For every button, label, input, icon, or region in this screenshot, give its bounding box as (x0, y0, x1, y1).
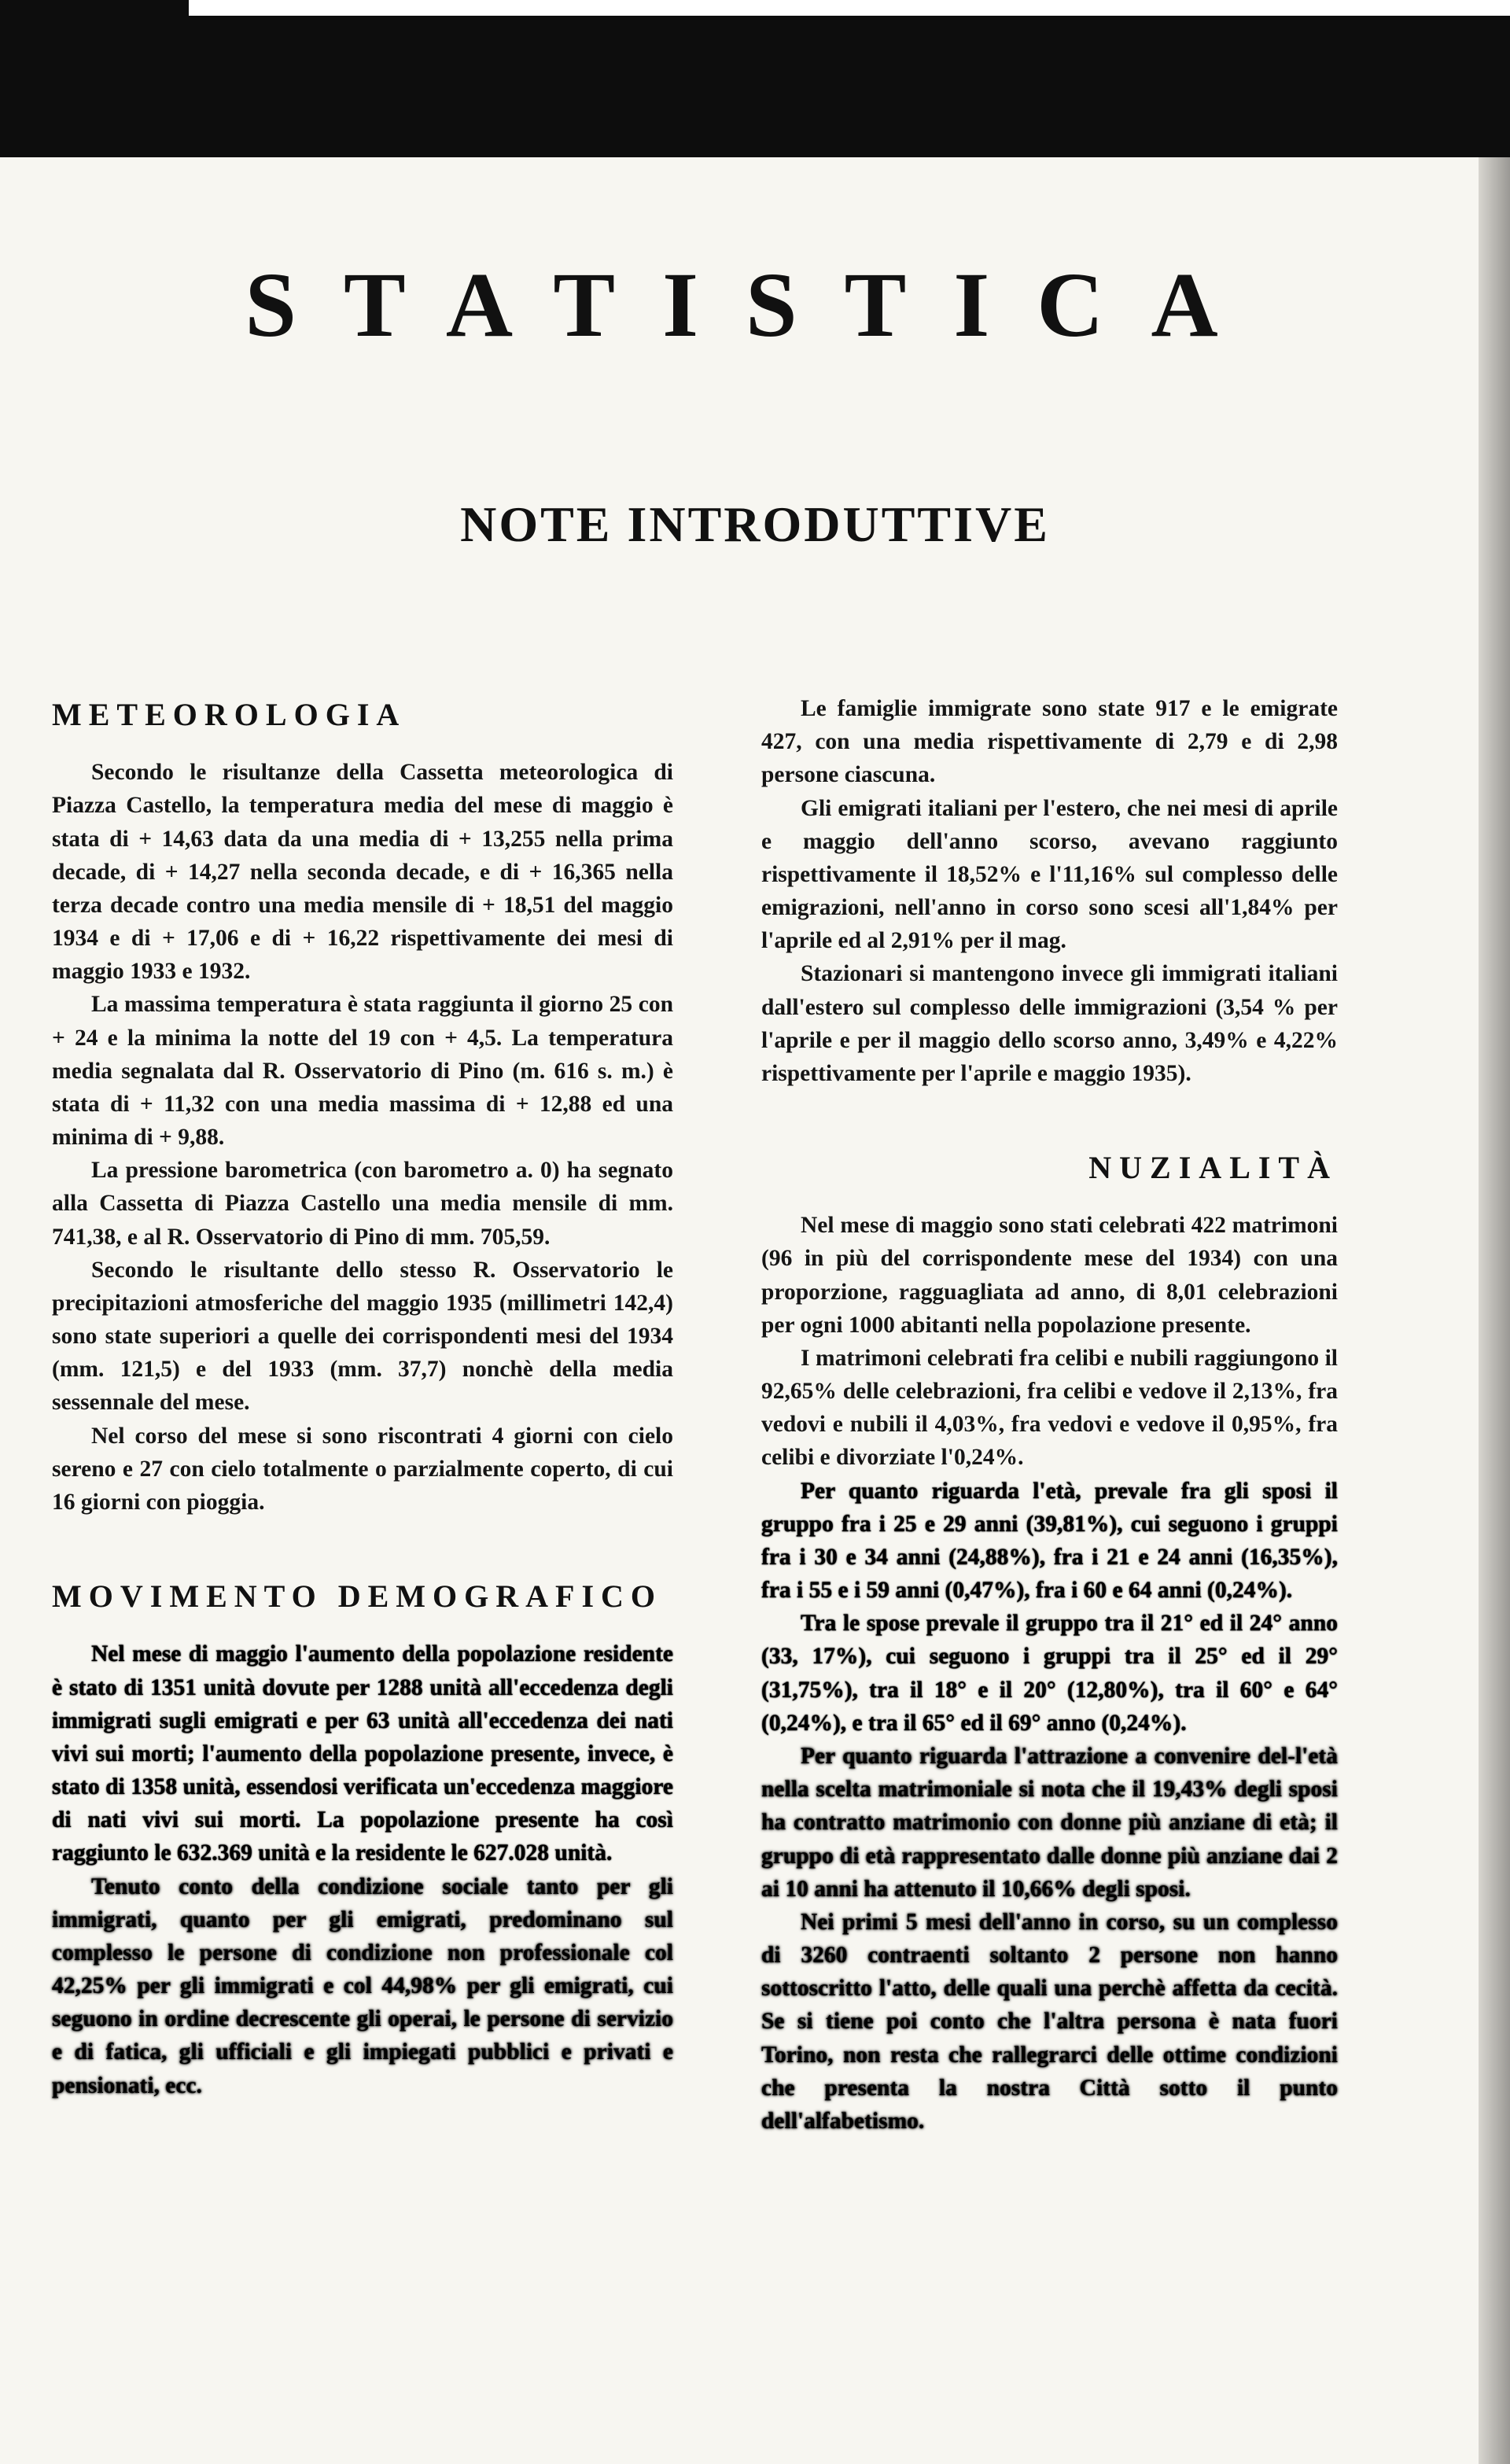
paragraph: Nel mese di maggio l'aumento della popolazione residente è stato di 1351 unità dovute per 1288 unità all'eccedenza degli immigrati sugli emigrati e per 63 unità all'eccedenza dei nati vivi sui morti; l'aumento della popolazione presente, invece, è stato di 1358 unità, essendosi verificata un'eccedenza maggiore di nati vivi sui morti. La popolazione presente ha così raggiunto le 632.369 unità e la residente le 627.028 unità. (52, 1641, 673, 1866)
right-column (761, 692, 1338, 2138)
paragraph: Secondo le risultanze della Cassetta meteorologica di Piazza Castello, la temperatura media del mese di maggio è stata di + 14,63 data da una media di + 13,255 nella prima decade, di + 14,27 nella seconda decade, e di + 16,365 nella terza decade contro una media mensile di + 18,51 del maggio 1934 e di + 17,06 e di + 16,22 rispettivamente dei mesi di maggio 1933 e 1932. (52, 760, 673, 985)
paragraph: La pressione barometrica (con barometro a. 0) ha segnato alla Cassetta di Piazza Castello una media mensile di mm. 741,38, e al R. Osservatorio di Pino di mm. 705,59. (52, 1158, 673, 1250)
scan-top-border (0, 0, 1510, 157)
paragraph: Per quanto riguarda l'età, prevale fra gli sposi il gruppo fra i 25 e 29 anni (39,81%), cui seguono i gruppi fra i 30 e 34 anni (24,88%), fra i 21 e 24 anni (16,35%), fra i 55 e i 59 anni (0,47%), fra i 60 e 64 anni (0,24%). (761, 1478, 1338, 1604)
section-heading-movimento: MOVIMENTO DEMOGRAFICO (52, 1578, 663, 1615)
paragraph: Nel mese di maggio sono stati celebrati 422 matrimoni (96 in più del corrispondente mese del 1934) con una proporzione, ragguagliata ad anno, di 8,01 celebrazioni per ogni 1000 abitanti nella popolazione presente. (761, 1213, 1338, 1338)
paragraph: Per quanto riguarda l'attrazione a convenire del-l'età nella scelta matrimoniale si nota che il 19,43% degli sposi ha contratto matrimonio con donne più anziane di età; il gruppo di età rappresentato dalle donne più anziane dai 2 ai 10 anni ha attenuto il 10,66% degli sposi. (761, 1744, 1338, 1902)
page-title: STATISTICA (245, 253, 1265, 356)
paragraph: Stazionari si mantengono invece gli immigrati italiani dall'estero sul complesso delle immigrazioni (3,54 % per l'aprile e per il maggio dello scorso anno, 3,49% e 4,22% rispettivamente per l'aprile e maggio 1935). (761, 961, 1338, 1086)
section-heading-meteorologia: METEOROLOGIA (52, 697, 407, 732)
paragraph: Secondo le risultante dello stesso R. Osservatorio le precipitazioni atmosferiche del maggio 1935 (millimetri 142,4) sono state superiori a quelle dei corrispondenti mesi del 1934 (mm. 121,5) e del 1933 (mm. 37,7) nonchè della media sessennale del mese. (52, 1257, 673, 1416)
paragraph: Gli emigrati italiani per l'estero, che nei mesi di aprile e maggio dell'anno scorso, avevano raggiunto rispettivamente il 18,52% e l'11,16% sul complesso delle emigrazioni, nell'anno in corso sono scesi all'1,84% per l'aprile ed al 2,91% per il mag. (761, 795, 1338, 954)
paragraph: Le famiglie immigrate sono state 917 e le emigrate 427, con una media rispettivamente di 2,79 e di 2,98 persone ciascuna. (761, 696, 1338, 788)
paragraph: I matrimoni celebrati fra celibi e nubili raggiungono il 92,65% delle celebrazioni, fra celibi e vedove il 2,13%, fra vedovi e nubili il 4,03%, fra vedovi e vedove il 0,95%, fra celibi e divorziate l'0,24%. (761, 1345, 1338, 1471)
scan-top-edge (189, 0, 1510, 16)
paragraph: Nei primi 5 mesi dell'anno in corso, su un complesso di 3260 contraenti soltanto 2 persone non hanno sottoscritto l'atto, delle quali una perchè affetta da cecità. Se si tiene poi conto che l'altra persona è nata fuori Torino, non resta che rallegrarci delle ottime condizioni che presenta la nostra Città sotto il punto dell'alfabetismo. (761, 1909, 1338, 2134)
paragraph: La massima temperatura è stata raggiunta il giorno 25 con + 24 e la minima la notte del 19 con + 4,5. La temperatura media segnalata dal R. Osservatorio di Pino (m. 616 s. m.) è stata di + 11,32 con una media massima di + 12,88 ed una minima di + 9,88. (52, 992, 673, 1151)
paragraph: Tra le spose prevale il gruppo tra il 21° ed il 24° anno (33, 17%), cui seguono i gruppi tra il 25° ed il 29° (31,75%), tra il 18° e il 20° (12,80%), tra il 60° e 64° (0,24%), e tra il 65° ed il 69° anno (0,24%). (761, 1611, 1338, 1736)
section-heading-nuzialita: NUZIALITÀ (1088, 1150, 1338, 1186)
paragraph: Nel corso del mese si sono riscontrati 4 giorni con cielo sereno e 27 con cielo totalmente o parzialmente coperto, di cui 16 giorni con pioggia. (52, 1423, 673, 1515)
paragraph: Tenuto conto della condizione sociale tanto per gli immigrati, quanto per gli emigrati, predominano sul complesso le persone di condizione non professionale col 42,25% per gli immigrati e col 44,98% per gli emigrati, cui seguono in ordine decrescente gli operai, le persone di servizio e di fatica, gli ufficiali e gli impiegati pubblici e privati e pensionati, ecc. (52, 1873, 673, 2098)
page-subtitle: NOTE INTRODUTTIVE (460, 496, 1050, 552)
left-column (52, 692, 673, 2102)
